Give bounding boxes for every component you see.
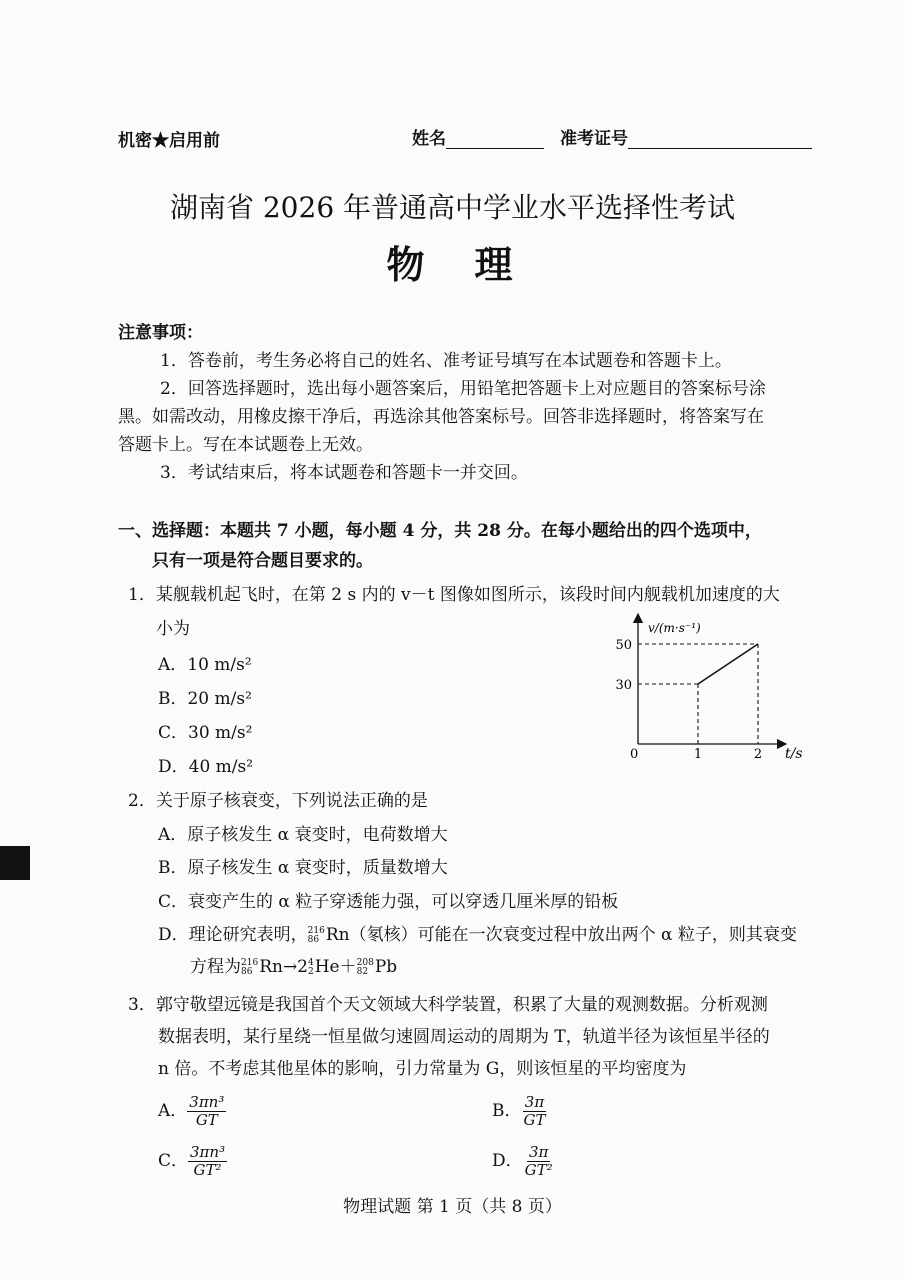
page-footer: 物理试题 第 1 页（共 8 页） [343,1197,562,1217]
section-line1: 一、选择题：本题共 7 小题，每小题 4 分，共 28 分。在每小题给出的四个选项中， [118,521,762,541]
note-1: 1．答卷前，考生务必将自己的姓名、准考证号填写在本试题卷和答题卡上。 [160,351,732,371]
q2-stem [128,786,428,811]
vt-graph [600,612,810,784]
q3-option-c: C． $\frac{\text{3πn³}}{\text{GT²}}$ [158,1143,226,1179]
origin-label: 0 [630,747,639,762]
note-2-line2: 黑。如需改动，用橡皮擦干净后，再选涂其他答案标号。回答非选择题时，将答案写在 [118,407,764,427]
q1-number: 1． [128,585,156,605]
scan-mark [0,846,30,880]
q3-stem-line1: 3．郭守敬望远镜是我国首个天文领域大科学装置，积累了大量的观测数据。分析观测 [128,995,768,1015]
q2-number: 2． [128,791,156,811]
rn-isotope-index: 216 86 [307,925,325,945]
q1-option-c: C．30 m/s² [158,723,253,743]
exam-title: 湖南省 2026 年普通高中学业水平选择性考试 [169,191,736,224]
notes-heading: 注意事项： [118,323,203,343]
q2-d-text: Rn（氡核）可能在一次衰变过程中放出两个 α 粒子，则其衰变 [325,925,797,945]
q2-text: 关于原子核衰变，下列说法正确的是 [155,791,428,811]
x-axis-label: t/s [785,746,803,762]
q1-option-a: A．10 m/s² [158,655,252,675]
y-tick-label: 30 [615,678,632,693]
q1-stem-line1 [128,580,780,605]
q1-option-d: D．40 m/s² [158,757,254,777]
q2-d-prefix: D．理论研究表明， [158,925,308,945]
id-label: 准考证号 [560,129,628,149]
y-axis-label: v/(m·s⁻¹) [648,621,701,635]
q3-stem-line2: 数据表明，某行星绕一恒星做匀速圆周运动的周期为 T，轨道半径为该恒星半径的 [158,1027,770,1047]
q3-stem-line3: n 倍。不考虑其他星体的影响，引力常量为 G，则该恒星的平均密度为 [158,1059,687,1079]
q1-option-b: B．20 m/s² [158,689,252,709]
id-field [560,124,812,149]
subject-title: 物 理 [386,242,519,287]
q3-option-a: A． $\frac{\text{3πn³}}{GT}$ [158,1093,225,1129]
note-2-line3: 答题卡上。写在本试题卷上无效。 [118,435,373,455]
q3-option-b: B． $\frac{3\pi}{GT}$ [492,1093,546,1129]
secret-label: 机密★启用前 [118,131,220,151]
q2-option-d [158,920,797,945]
x-tick-label: 2 [753,747,763,762]
q2-option-d-equation: 方程为 216 86 Rn→2 4 2 He＋ 208 82 Pb [190,957,398,977]
q3-option-d: D． $\frac{3\pi}{\text{GT²}}$ [492,1143,553,1179]
y-tick-label: 50 [615,638,632,653]
section-line2: 只有一项是符合题目要求的。 [152,551,373,571]
q2-option-b: B．原子核发生 α 衰变时，质量数增大 [158,858,448,878]
x-tick-label: 1 [693,747,703,762]
name-label: 姓名 [412,129,446,149]
series-line [698,644,758,684]
q2-option-c: C．衰变产生的 α 粒子穿透能力强，可以穿透几厘米厚的铅板 [158,892,619,912]
q2-option-a: A．原子核发生 α 衰变时，电荷数增大 [158,825,448,845]
q1-text: 某舰载机起飞时，在第 2 s 内的 v－t 图像如图所示，该段时间内舰载机加速度的大 [155,585,780,605]
note-2-line1: 2．回答选择题时，选出每小题答案后，用铅笔把答题卡上对应题目的答案标号涂 [160,379,766,399]
q3-number: 3． [128,995,156,1015]
dashed-guides [638,644,758,744]
name-field [412,124,544,149]
q1-stem-line2: 小为 [156,619,190,639]
note-3: 3．考试结束后，将本试题卷和答题卡一并交回。 [160,463,528,483]
